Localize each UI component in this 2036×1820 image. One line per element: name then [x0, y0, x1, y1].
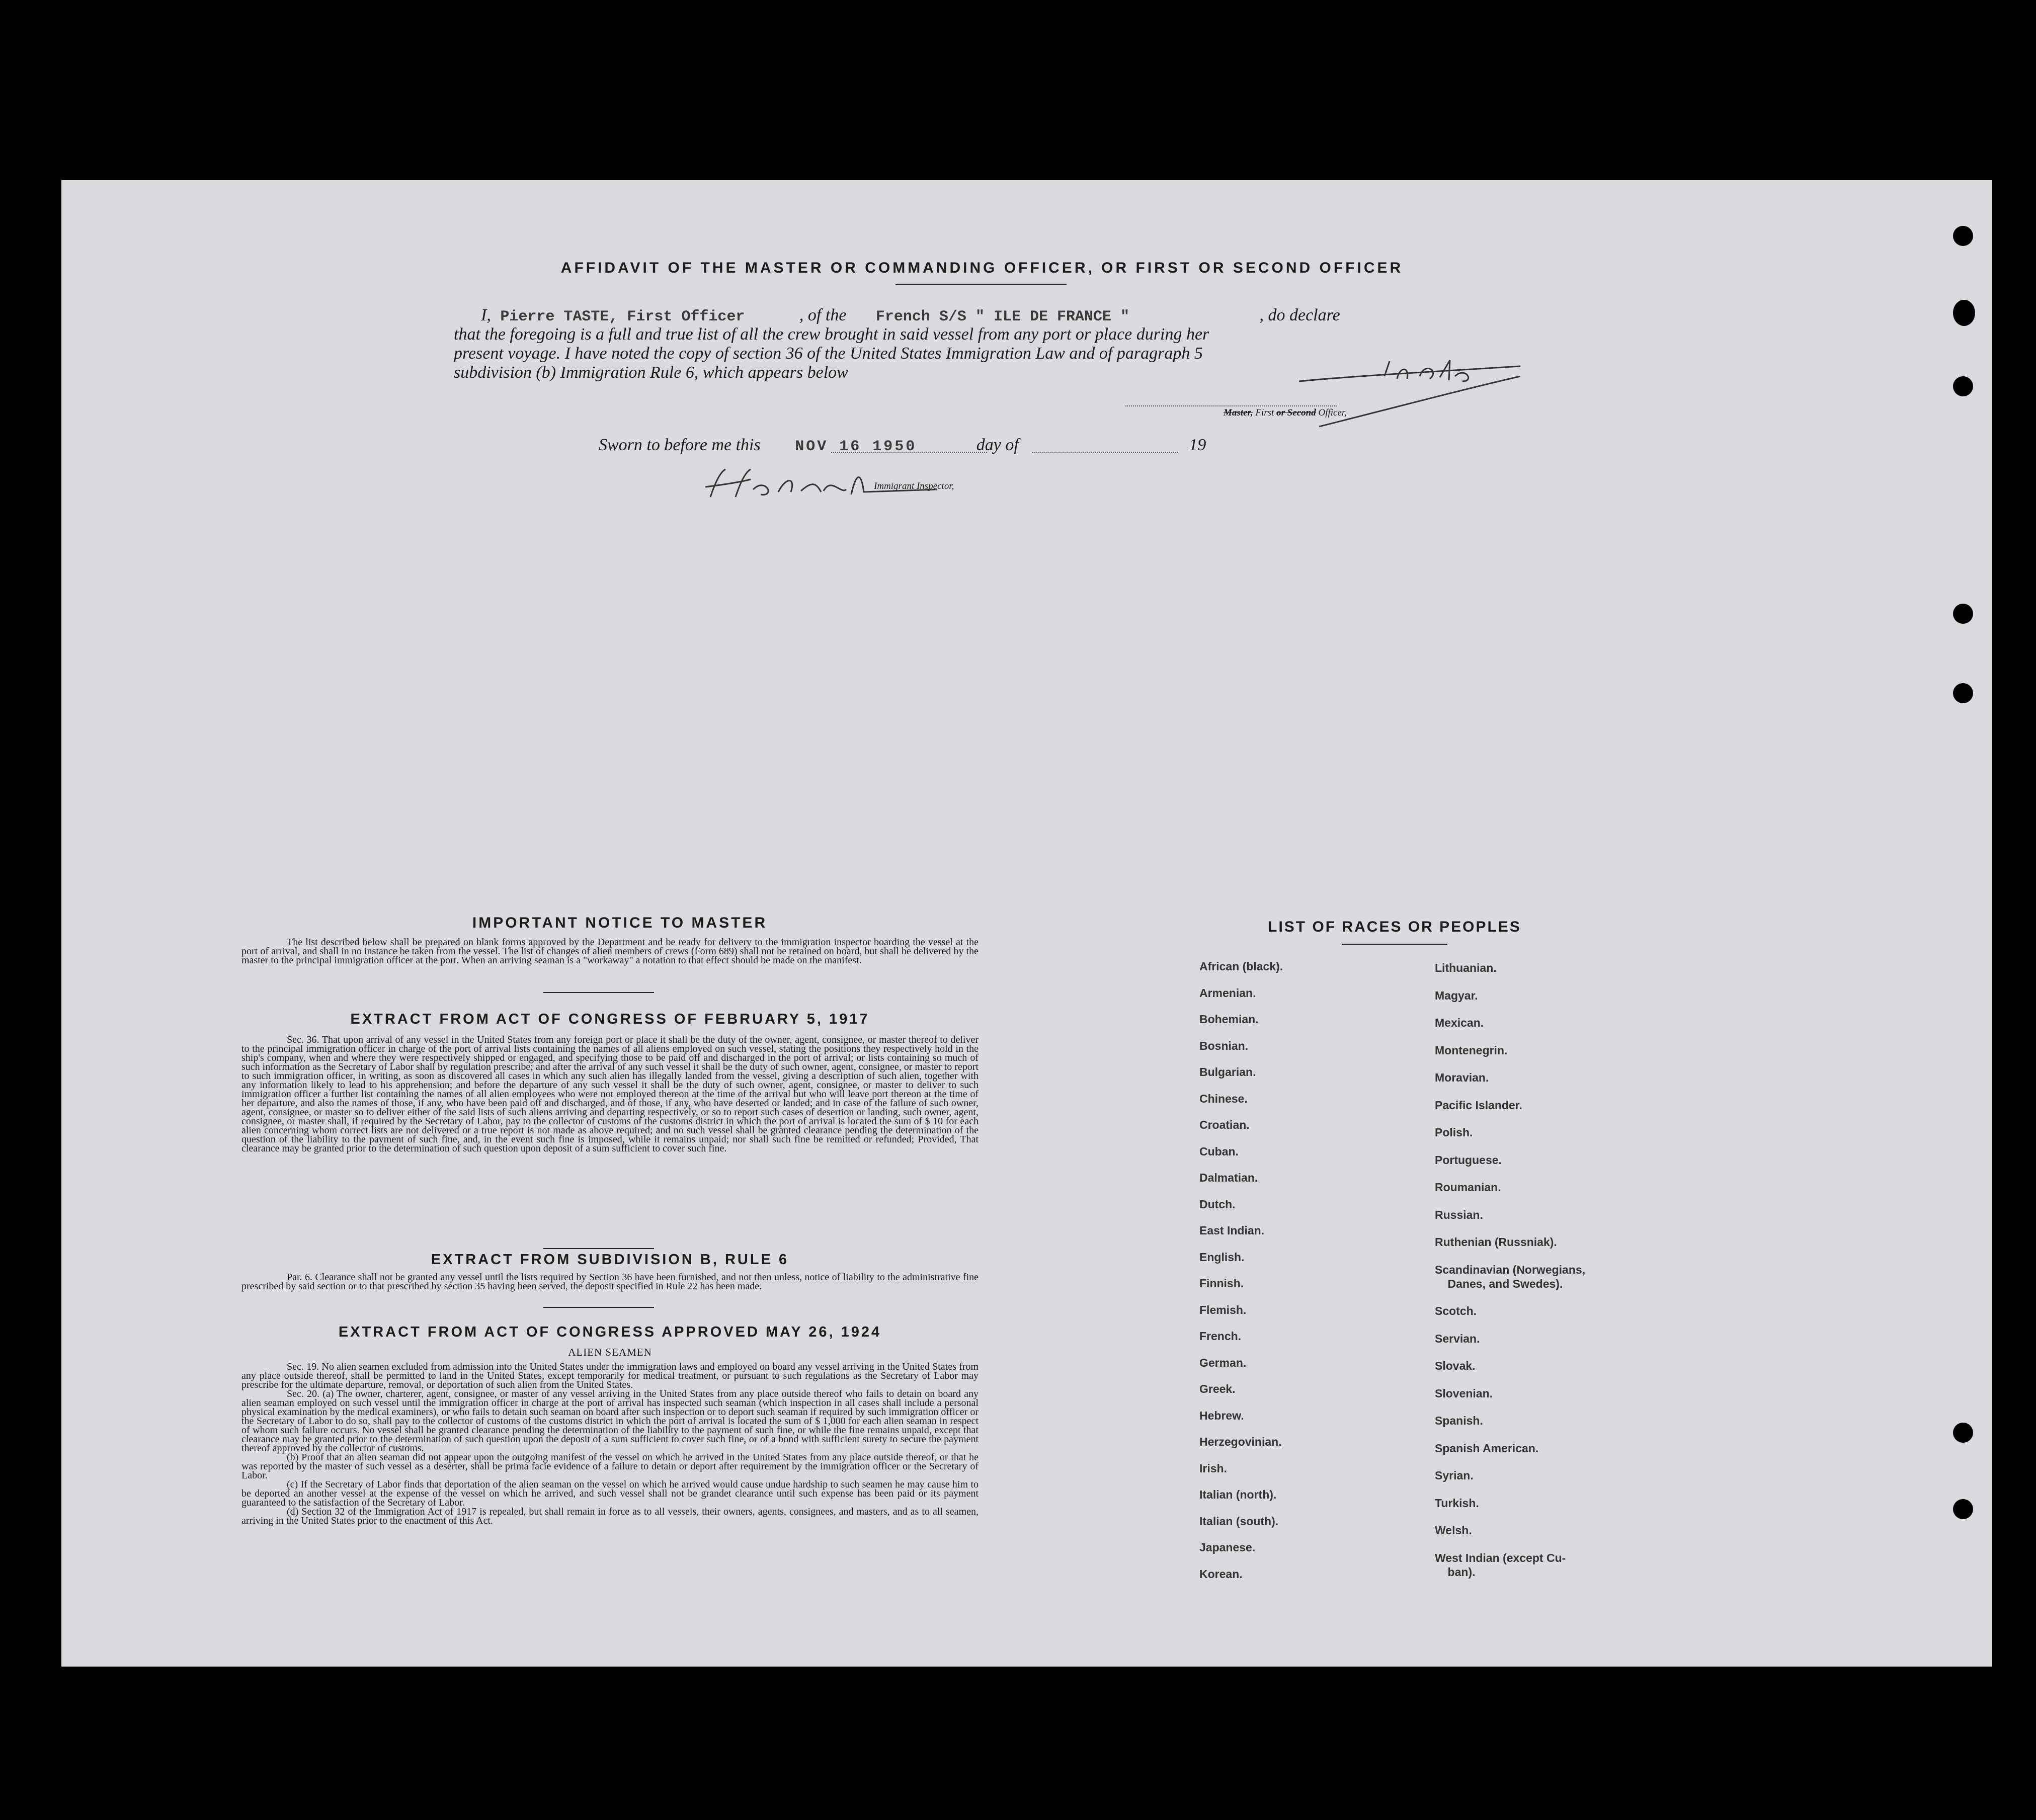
- notice-title: IMPORTANT NOTICE TO MASTER: [472, 915, 768, 931]
- race-right-item: Roumanian.: [1435, 1181, 1501, 1194]
- race-left-item: Hebrew.: [1199, 1409, 1244, 1422]
- extract-1917-title: EXTRACT FROM ACT OF CONGRESS OF FEBRUARY 5, 1917: [350, 1011, 870, 1027]
- race-left-item: Herzegovinian.: [1199, 1435, 1282, 1448]
- race-left-item: Bosnian.: [1199, 1039, 1249, 1052]
- inspector-label: Immigrant Inspector,: [874, 481, 954, 491]
- master-struck-label: Master,: [1224, 407, 1253, 418]
- race-left-item: Korean.: [1199, 1567, 1243, 1581]
- affidavit-line-2: that the foregoing is a full and true list of all the crew brought in said vessel from any port or place during her: [454, 325, 1209, 344]
- rule-6-paragraph: Par. 6. Clearance shall not be granted any vessel until the lists required by Section 36 have been furnished, and not then unless, notice of liability to the administrative fine prescribed by said section or to that prescribed by section 35 having been served, the deposit specified in Rule 22 has been made.: [241, 1272, 979, 1292]
- race-right-item: Pacific Islander.: [1435, 1098, 1522, 1112]
- race-left-item: Bohemian.: [1199, 1013, 1259, 1026]
- of-the-text: , of the: [799, 306, 847, 324]
- race-right-item: Magyar.: [1435, 988, 1478, 1002]
- race-left-item: English.: [1199, 1250, 1245, 1264]
- officer-signature: [1289, 356, 1530, 432]
- extract-1917-rule: [543, 1248, 654, 1249]
- race-right-item: Montenegrin.: [1435, 1043, 1508, 1057]
- race-right-item: Slovak.: [1435, 1359, 1476, 1372]
- race-left-item: Croatian.: [1199, 1118, 1250, 1131]
- year-prefix: 19: [1189, 436, 1206, 454]
- binder-hole: [1953, 226, 1973, 246]
- race-right-item: Servian.: [1435, 1332, 1480, 1345]
- title-rule: [895, 284, 1067, 285]
- races-title: LIST OF RACES OR PEOPLES: [1268, 919, 1521, 935]
- race-right-item: Lithuanian.: [1435, 961, 1497, 974]
- race-left-item: German.: [1199, 1356, 1247, 1369]
- race-left-item: Chinese.: [1199, 1092, 1248, 1105]
- extract-1924-title: EXTRACT FROM ACT OF CONGRESS APPROVED MAY 26, 1924: [338, 1324, 882, 1340]
- race-right-item: Portuguese.: [1435, 1153, 1502, 1167]
- officer-title-label: [1224, 407, 1347, 419]
- extract-1924-text: [241, 1362, 979, 1525]
- binder-hole: [1953, 683, 1973, 703]
- affidavit-line-4: subdivision (b) Immigration Rule 6, which appears below: [454, 363, 848, 382]
- race-right-item: Welsh.: [1435, 1524, 1472, 1537]
- notice-rule: [543, 992, 654, 993]
- race-left-item: East Indian.: [1199, 1224, 1265, 1237]
- race-left-item: Finnish.: [1199, 1277, 1244, 1290]
- affidavit-line-1: [481, 306, 1497, 325]
- race-right-item: Spanish American.: [1435, 1441, 1539, 1455]
- rule-6-title: EXTRACT FROM SUBDIVISION B, RULE 6: [431, 1252, 789, 1268]
- extract-1917-paragraph: Sec. 36. That upon arrival of any vessel in the United States from any foreign port or place it shall be the duty of the owner, agent, consignee, or master thereof to deliver to the principal immigration officer in charge of the port of arrival lists containing the names of all aliens employed on such vessel, stating the positions they respectively hold in the ship's company, when and where they were respectively shipped or engaged, and specifying those to be paid off and discharged in the port of arrival; or lists containing so much of such information as the Secretary of Labor shall by regulation prescribe; and after the arrival of any such vessel it shall be the duty of such owner, agent, consignee, or master to report to such immigration officer, in writing, as soon as discovered all cases in which any such alien has illegally landed from the vessel, giving a description of such alien, together with any information likely to lead to his apprehension; and before the departure of any such vessel it shall be the duty of such owner, agent, consignee, or master to deliver to such immigration officer a further list containing the names of all alien employees who were not employed thereon at the time of the arrival but who will leave port thereon at the time of her departure, and also the names of those, if any, who have been paid off and discharged, and of those, if any, who have deserted or landed; and in case of the failure of such owner, agent, consignee, or master so to deliver either of the said lists of such aliens arriving and departing respectively, or so to report such cases of desertion or landing, such owner, agent, consignee, or master shall, if required by the Secretary of Labor, pay to the collector of customs of the customs district in which the port of arrival is located the sum of $ 10 for each alien concerning whom correct lists are not delivered or a true report is not made as above required; and no such vessel shall be granted clearance pending the determination of the question of the liability to the payment of such fine, and, in the event such fine is imposed, while it remains unpaid; nor shall such fine be remitted or refunded; Provided, That clearance may be granted prior to the determination of such question upon deposit of a sum sufficient to cover such fine.: [241, 1034, 979, 1154]
- officer-signature-line: [1125, 405, 1337, 406]
- section-19-paragraph: Sec. 19. No alien seamen excluded from admission into the United States under the immigration laws and employed on board any vessel arriving in the United States from any place outside thereof, shall be permitted to land in the United States, except temporarily for medical treatment, or pursuant to such regulations as the Secretary of Labor may prescribe for the ultimate departure, removal, or deportation of such alien from the United States.: [241, 1361, 979, 1390]
- races-rule: [1342, 944, 1447, 945]
- race-right-item: Scotch.: [1435, 1304, 1477, 1317]
- race-left-item: Greek.: [1199, 1382, 1236, 1395]
- race-right-item: West Indian (except Cu- ban).: [1435, 1551, 1566, 1579]
- race-right-item: Spanish.: [1435, 1414, 1483, 1427]
- race-left-item: Japanese.: [1199, 1541, 1256, 1554]
- race-right-item: Moravian.: [1435, 1071, 1489, 1084]
- race-left-item: African (black).: [1199, 960, 1283, 973]
- race-right-item: Scandinavian (Norwegians, Danes, and Swedes).: [1435, 1263, 1586, 1290]
- race-right-item: Syrian.: [1435, 1469, 1474, 1482]
- declare-text: , do declare: [1259, 306, 1340, 324]
- race-left-item: Dutch.: [1199, 1197, 1236, 1211]
- notice-text: [241, 938, 979, 965]
- declarant-prefix: I,: [481, 306, 491, 324]
- race-left-item: Bulgarian.: [1199, 1065, 1256, 1079]
- race-left-item: Dalmatian.: [1199, 1171, 1258, 1184]
- binder-hole: [1953, 376, 1973, 396]
- officer-label: Officer,: [1316, 407, 1347, 418]
- race-left-item: Armenian.: [1199, 986, 1256, 1000]
- alien-seamen-subtitle: ALIEN SEAMEN: [568, 1346, 652, 1358]
- race-right-item: Slovenian.: [1435, 1386, 1493, 1400]
- officer-name-field: Pierre TASTE, First Officer: [500, 308, 745, 325]
- section-20c-paragraph: (c) If the Secretary of Labor finds that deportation of the alien seaman on the vessel on which he arrived would cause undue hardship to such seamen he may cause him to be deported an another vessel at the expense of the vessel on which he arrived, and such vessel shall not be grandet clearance until such expense has been paid or its payment guaranteed to the satisfaction of the Secretary of Labor.: [241, 1479, 979, 1508]
- race-right-item: Ruthenian (Russniak).: [1435, 1235, 1557, 1249]
- race-left-item: Cuban.: [1199, 1144, 1239, 1158]
- affidavit-line-3: present voyage. I have noted the copy of section 36 of the United States Immigration Law and of paragraph 5: [454, 344, 1203, 363]
- section-20a-paragraph: Sec. 20. (a) The owner, charterer, agent, consignee, or master of any vessel arriving in the United States from any place outside thereof who fails to detain on board any alien seaman employed on such vessel until the immigration officer in charge at the port of arrival has inspected such seaman (which inspection in all cases shall include a personal physical examination by the medical examiners), or who fails to detain such seaman on board after such inspection or to deport such seaman if required by such immigration officer or the Secretary of Labor to do so, shall pay to the collector of customs of the customs district in which the port of arrival is located the sum of $ 1,000 for each alien seaman in respect of whom such failure occurs. No vessel shall be granted clearance pending the determination of the liability to the payment of such fine, or while the fine remains unpaid, except that clearance may be granted prior to the determination of such question upon the deposit of a sum sufficient to cover such fine, or of a bond with sufficient surety to secure the payment thereof approved by the collector of customs.: [241, 1388, 979, 1454]
- section-20b-paragraph: (b) Proof that an alien seaman did not appear upon the outgoing manifest of the vessel on which he arrived in the United States from any place outside thereof, or that he was reported by the master of such vessel as a deserter, shall be prima facie evidence of a failure to detain or deport after requirement by the immigration officer or the Secretary of Labor.: [241, 1452, 979, 1481]
- notice-paragraph: The list described below shall be prepared on blank forms approved by the Department and be ready for delivery to the immigration inspector boarding the vessel at the port of arrival, and shall in no instance be taken from the vessel. The list of changes of alien members of crews (Form 689) shall not be retained on board, but shall be delivered by the master to the principal immigration officer at the port. When an arriving seaman is a "workaway" a notation to that effect should be made on the manifest.: [241, 937, 979, 966]
- affidavit-title: AFFIDAVIT OF THE MASTER OR COMMANDING OFFICER, OR FIRST OR SECOND OFFICER: [560, 260, 1404, 276]
- vessel-name-field: French S/S " ILE DE FRANCE ": [875, 308, 1129, 325]
- binder-hole: [1953, 300, 1975, 326]
- race-left-item: Italian (south).: [1199, 1514, 1279, 1528]
- race-right-item: Polish.: [1435, 1126, 1473, 1139]
- sworn-month-line: [1032, 452, 1178, 453]
- race-right-item: Russian.: [1435, 1208, 1483, 1221]
- race-left-item: Italian (north).: [1199, 1488, 1277, 1501]
- extract-1917-text: [241, 1035, 979, 1153]
- document-sheet: [61, 180, 1992, 1667]
- race-left-item: Irish.: [1199, 1461, 1227, 1475]
- binder-hole: [1953, 1423, 1973, 1443]
- sworn-date-stamp: NOV 16 1950: [795, 438, 917, 455]
- second-struck-label: or Second: [1276, 407, 1316, 418]
- binder-hole: [1953, 1499, 1973, 1519]
- race-left-item: Flemish.: [1199, 1303, 1247, 1316]
- section-20d-paragraph: (d) Section 32 of the Immigration Act of 1917 is repealed, but shall remain in force as to all vessels, their owners, agents, consignees, and masters, and as to all seamen, arriving in the United States prior to the enactment of this Act.: [241, 1506, 979, 1526]
- binder-hole: [1953, 604, 1973, 624]
- first-label: First: [1253, 407, 1277, 418]
- rule-6-text: [241, 1273, 979, 1291]
- race-right-item: Turkish.: [1435, 1496, 1479, 1510]
- sworn-date-line: [831, 452, 987, 453]
- rule-6-rule: [543, 1307, 654, 1308]
- day-of-text: day of: [976, 436, 1019, 454]
- race-right-item: Mexican.: [1435, 1016, 1484, 1029]
- sworn-prefix: Sworn to before me this: [599, 436, 761, 454]
- race-left-item: French.: [1199, 1330, 1242, 1343]
